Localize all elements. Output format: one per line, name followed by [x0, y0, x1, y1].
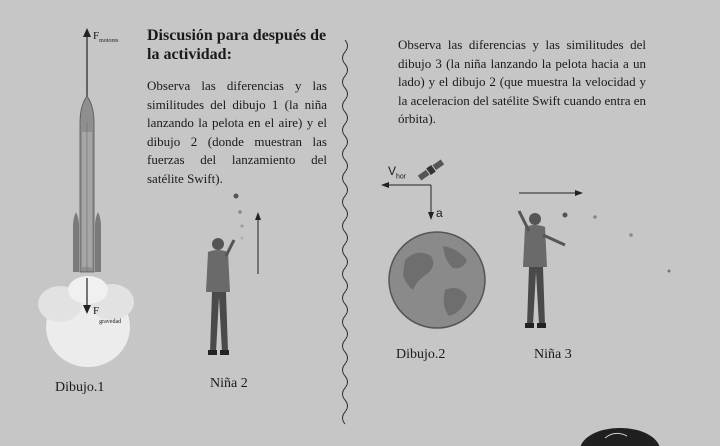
- velocity-symbol: V: [388, 164, 397, 178]
- rocket-illustration: [30, 22, 150, 372]
- force-motores-sub: motores: [99, 38, 119, 45]
- wavy-divider: [335, 40, 355, 430]
- activity-heading: Discusión para después de la actividad:: [147, 27, 327, 63]
- force-motores-symbol: F: [93, 30, 100, 42]
- corner-logo-fragment: [575, 420, 665, 446]
- girl-throwing-side-illustration: [505, 185, 680, 335]
- girl-throwing-up-illustration: [198, 190, 278, 370]
- acceleration-label: a: [436, 206, 443, 220]
- force-gravedad-label: [93, 305, 122, 326]
- caption-nina-3: Niña 3: [534, 347, 572, 362]
- caption-dibujo-1: Dibujo.1: [55, 380, 105, 395]
- right-paragraph: Observa las diferencias y las similitudes del dibujo 3 (la niña lanzando la pelota hacia a un lado) y el dibujo 2 (que muestra la velocidad y la aceleracion del satélite Swift cuando entra en órbita).: [398, 37, 646, 126]
- left-paragraph: Observa las diferencias y las similitudes del dibujo 1 (la niña lanzando la pelota en el aire) y el dibujo 2 (donde muestran las fuerzas del lanzamiento del satélite Swift).: [147, 78, 327, 186]
- force-gravedad-sub: gravedad: [99, 319, 122, 326]
- velocity-label: [388, 164, 406, 180]
- caption-nina-2: Niña 2: [210, 376, 248, 391]
- velocity-sub: hor: [396, 173, 407, 181]
- caption-dibujo-2: Dibujo.2: [396, 347, 446, 362]
- force-gravedad-symbol: F: [93, 305, 100, 317]
- force-motores-label: [93, 30, 118, 44]
